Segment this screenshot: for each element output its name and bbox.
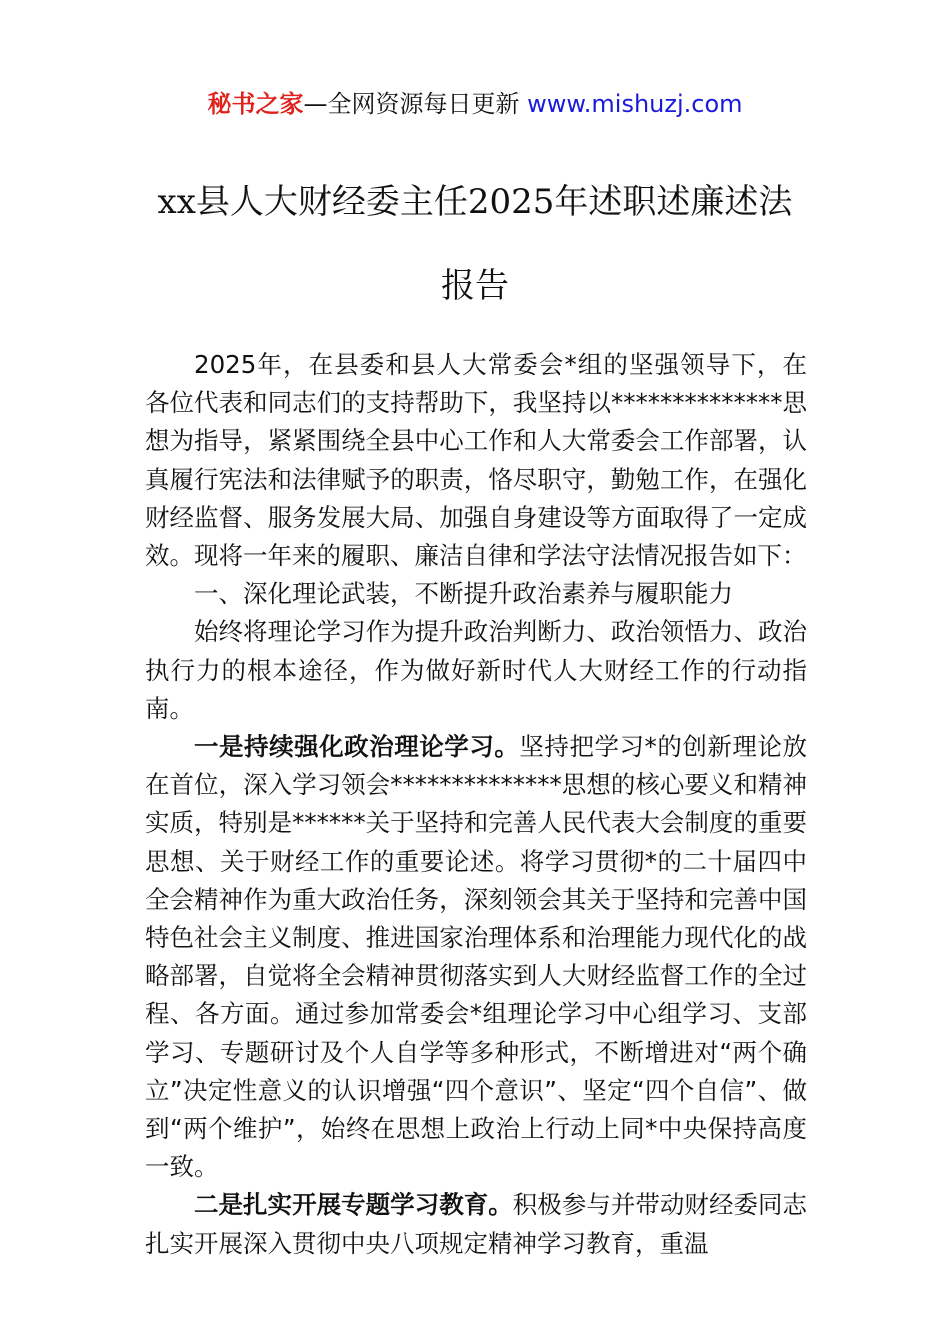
paragraph-text: 积极参与并带动财经委同志扎实开展深入贯彻中央八项规定精神学习教育，重温	[145, 1190, 808, 1258]
paragraph-lead: 二是扎实开展专题学习教育。	[194, 1190, 513, 1220]
paragraph-text: 2025年，在县委和县人大常委会*组的坚强领导下，在各位代表和同志们的支持帮助下，我坚持以**************思想为指导，紧紧围绕全县中心工作和人大常委会工作部署，认真履行宪法和法律赋予的职责，恪尽职守，勤勉工作，在强化财经监督、服务发展大局、加强自身建设等方面取得了一定成效。现将一年来的履职、廉洁自律和学法守法情况报告如下：	[145, 350, 807, 571]
brand-name: 秘书之家	[207, 90, 304, 118]
paragraph-text: 一、深化理论武装，不断提升政治素养与履职能力	[194, 579, 733, 609]
site-header	[0, 88, 950, 120]
paragraph-lead: 一是持续强化政治理论学习。	[194, 732, 520, 762]
header-url-link[interactable]: www.mishuzj.com	[527, 90, 743, 118]
title-line-1: xx县人大财经委主任2025年述职述廉述法	[157, 182, 793, 222]
section-heading-1	[145, 575, 807, 613]
paragraph-section-1-intro	[145, 613, 807, 728]
paragraph-intro	[145, 346, 807, 575]
title-line-2: 报告	[441, 266, 509, 306]
document-body	[145, 346, 807, 1263]
paragraph-point-1	[145, 728, 807, 1186]
document-title	[0, 160, 950, 328]
paragraph-point-2	[145, 1186, 807, 1262]
paragraph-text: 始终将理论学习作为提升政治判断力、政治领悟力、政治执行力的根本途径，作为做好新时代人大财经工作的行动指南。	[145, 617, 807, 723]
header-slogan: —全网资源每日更新	[303, 90, 520, 118]
paragraph-text: 坚持把学习*的创新理论放在首位，深入学习领会**************思想的核心要义和精神实质，特别是******关于坚持和完善人民代表大会制度的重要思想、关于财经工作的重要论述。将学习贯彻*的二十届四中全会精神作为重大政治任务，深刻领会其关于坚持和完善中国特色社会主义制度、推进国家治理体系和治理能力现代化的战略部署，自觉将全会精神贯彻落实到人大财经监督工作的全过程、各方面。通过参加常委会*组理论学习中心组学习、支部学习、专题研讨及个人自学等多种形式，不断增进对“两个确立”决定性意义的认识增强“四个意识”、坚定“四个自信”、做到“两个维护”，始终在思想上政治上行动上同*中央保持高度一致。	[145, 732, 807, 1182]
